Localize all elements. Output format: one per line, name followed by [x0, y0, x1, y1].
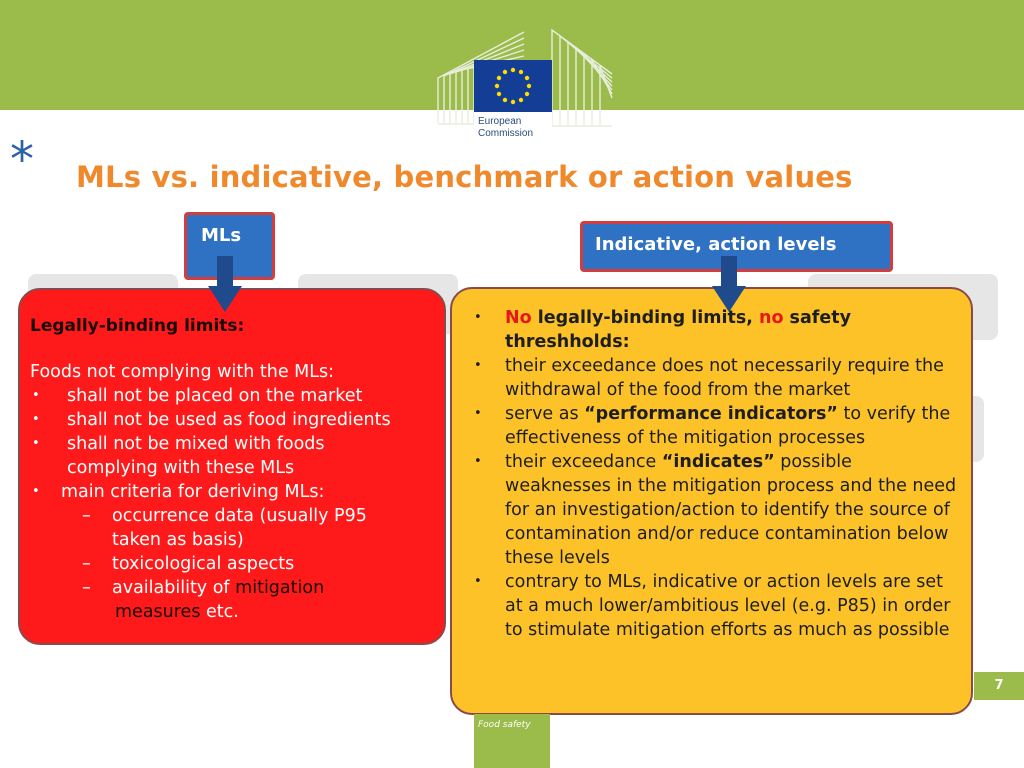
- mls-label: MLs: [184, 212, 275, 280]
- list-item: • their exceedance “indicates” possible weaknesses in the mitigation process and the need for an investigation/action to identify the source of contamination and/or reduce contamination below these levels: [474, 452, 957, 568]
- red-box-heading: Legally-binding limits:: [30, 316, 245, 336]
- indicative-action-levels-label: Indicative, action levels: [580, 221, 893, 272]
- down-arrow-icon: [208, 256, 242, 314]
- sub-list-item: – availability of mitigation: [82, 578, 325, 598]
- red-box-intro: Foods not complying with the MLs:: [30, 362, 335, 382]
- footer-tab: [474, 714, 550, 768]
- list-item: • shall not be used as food ingredients: [32, 410, 391, 430]
- list-item: • shall not be mixed with foods: [32, 434, 325, 454]
- footer-label: Food safety: [478, 720, 531, 730]
- list-item: • serve as “performance indicators” to verify the effectiveness of the mitigation processes: [474, 404, 951, 448]
- legally-binding-text: [30, 314, 450, 624]
- slide-title: MLs vs. indicative, benchmark or action values: [76, 160, 853, 194]
- sub-list-item: – toxicological aspects: [82, 554, 295, 574]
- page-number: 7: [974, 672, 1024, 700]
- list-item: • main criteria for deriving MLs:: [32, 482, 325, 502]
- list-item: • No legally-binding limits, no safety threshholds:: [474, 308, 852, 352]
- indicative-levels-text: [470, 306, 962, 642]
- title-asterisk: *: [10, 132, 34, 188]
- list-item: • shall not be placed on the market: [32, 386, 363, 406]
- sub-list-item-continuation: measures etc.: [115, 602, 239, 622]
- european-commission-logo: [430, 20, 610, 150]
- sub-list-item: – occurrence data (usually P95: [82, 506, 367, 526]
- logo-emblem: [474, 60, 552, 168]
- list-item: • their exceedance does not necessarily require the withdrawal of the food from the market: [474, 356, 944, 400]
- logo-text: European Commission: [478, 116, 534, 139]
- building-right-graphic: [550, 24, 614, 128]
- eu-flag-icon: [474, 60, 552, 112]
- list-item: • contrary to MLs, indicative or action levels are set at a much lower/ambitious level (e.g. P85) in order to stimulate mitigation efforts as much as possible: [474, 572, 951, 640]
- sub-list-item-continuation: taken as basis): [112, 530, 244, 550]
- list-item-continuation: complying with these MLs: [67, 458, 295, 478]
